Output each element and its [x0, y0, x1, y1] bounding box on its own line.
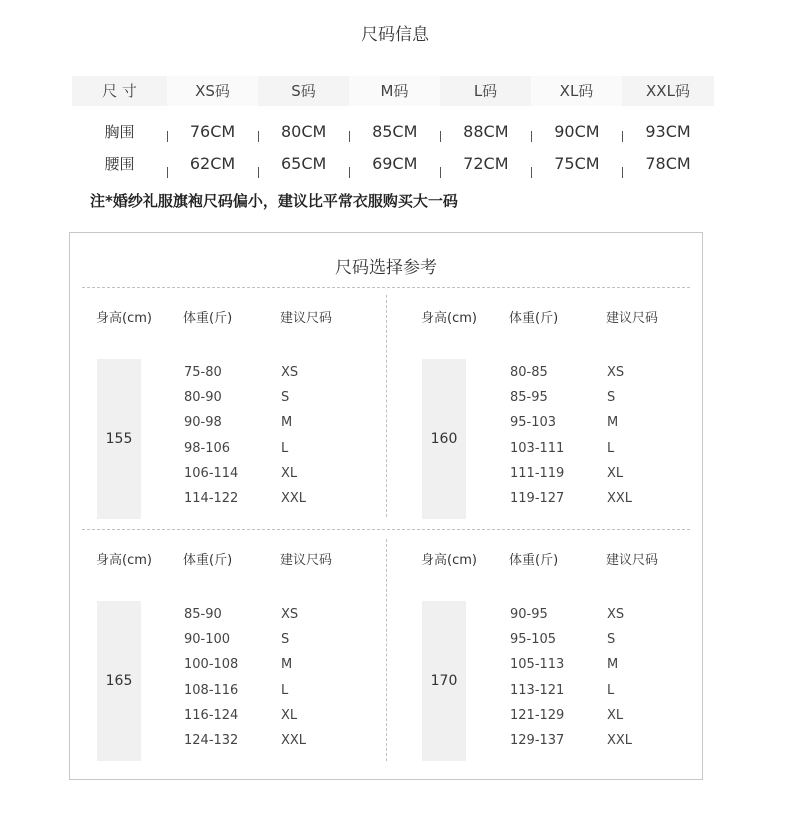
- size-header-label: 尺 寸: [72, 76, 167, 106]
- list-item: 124-132 XXL: [184, 732, 307, 748]
- weight-size-list: [184, 365, 341, 516]
- reference-block-165: [96, 549, 406, 779]
- column-header-size: 建议尺码: [606, 311, 659, 326]
- reference-block-170: [421, 549, 731, 779]
- size-header-xl: XL码: [531, 76, 622, 106]
- column-header-size: 建议尺码: [606, 553, 659, 568]
- column-header-size: 建议尺码: [280, 311, 333, 326]
- column-header-height: 身高(cm): [96, 311, 152, 326]
- reference-title: 尺码选择参考: [335, 258, 437, 278]
- column-header-weight: 体重(斤): [509, 311, 559, 326]
- list-item: 111-119 XL: [510, 465, 624, 481]
- size-value: 90CM: [531, 122, 622, 141]
- page-title: 尺码信息: [361, 25, 429, 45]
- column-header-height: 身高(cm): [421, 311, 477, 326]
- weight-size-list: [510, 365, 667, 516]
- weight-size-list: [510, 607, 667, 758]
- list-item: 106-114 XL: [184, 465, 298, 481]
- list-item: 114-122 XXL: [184, 490, 307, 506]
- size-value: 75CM: [531, 154, 622, 173]
- size-value: 80CM: [258, 122, 349, 141]
- list-item: 90-98 M: [184, 415, 293, 431]
- size-value: 76CM: [167, 122, 258, 141]
- list-item: 75-80 XS: [184, 365, 299, 380]
- height-value: 170: [422, 601, 466, 761]
- list-item: 129-137 XXL: [510, 732, 633, 748]
- size-header-xxl: XXL码: [622, 76, 714, 106]
- size-reference-panel: [69, 232, 703, 780]
- size-value: 88CM: [440, 122, 531, 141]
- row-label: 胸围: [104, 122, 135, 141]
- divider: [82, 287, 690, 288]
- list-item: 95-105 S: [510, 632, 616, 648]
- list-item: 108-116 L: [184, 682, 289, 698]
- column-header-weight: 体重(斤): [183, 553, 233, 568]
- list-item: 85-95 S: [510, 390, 616, 406]
- size-value: 62CM: [167, 154, 258, 173]
- height-value: 155: [97, 359, 141, 519]
- list-item: 113-121 L: [510, 682, 615, 698]
- size-value: 85CM: [349, 122, 440, 141]
- column-header-height: 身高(cm): [421, 553, 477, 568]
- list-item: 116-124 XL: [184, 707, 298, 723]
- size-header-s: S码: [258, 76, 349, 106]
- list-item: 100-108 M: [184, 657, 293, 673]
- column-header-size: 建议尺码: [280, 553, 333, 568]
- column-header-weight: 体重(斤): [509, 553, 559, 568]
- weight-size-list: [184, 607, 341, 758]
- column-header-weight: 体重(斤): [183, 311, 233, 326]
- list-item: 85-90 XS: [184, 607, 299, 622]
- size-header-l: L码: [440, 76, 531, 106]
- height-value: 160: [422, 359, 466, 519]
- list-item: 90-100 S: [184, 632, 290, 648]
- list-item: 95-103 M: [510, 415, 619, 431]
- size-table-header: [72, 76, 714, 106]
- size-value: 65CM: [258, 154, 349, 173]
- reference-block-155: [96, 307, 406, 537]
- list-item: 119-127 XXL: [510, 490, 633, 506]
- size-value: 78CM: [622, 154, 713, 173]
- size-value: 93CM: [622, 122, 713, 141]
- size-value: 72CM: [440, 154, 531, 173]
- list-item: 121-129 XL: [510, 707, 624, 723]
- column-header-height: 身高(cm): [96, 553, 152, 568]
- size-row-waist: [72, 148, 714, 178]
- reference-block-160: [421, 307, 731, 537]
- size-row-chest: [72, 116, 714, 146]
- height-value: 165: [97, 601, 141, 761]
- list-item: 80-85 XS: [510, 365, 625, 380]
- list-item: 103-111 L: [510, 440, 615, 456]
- list-item: 105-113 M: [510, 657, 619, 673]
- size-header-xs: XS码: [167, 76, 258, 106]
- size-header-m: M码: [349, 76, 440, 106]
- size-note: 注*婚纱礼服旗袍尺码偏小，建议比平常衣服购买大一码: [90, 192, 458, 210]
- list-item: 80-90 S: [184, 390, 290, 406]
- list-item: 90-95 XS: [510, 607, 625, 622]
- list-item: 98-106 L: [184, 440, 289, 456]
- row-label: 腰围: [104, 154, 135, 173]
- size-value: 69CM: [349, 154, 440, 173]
